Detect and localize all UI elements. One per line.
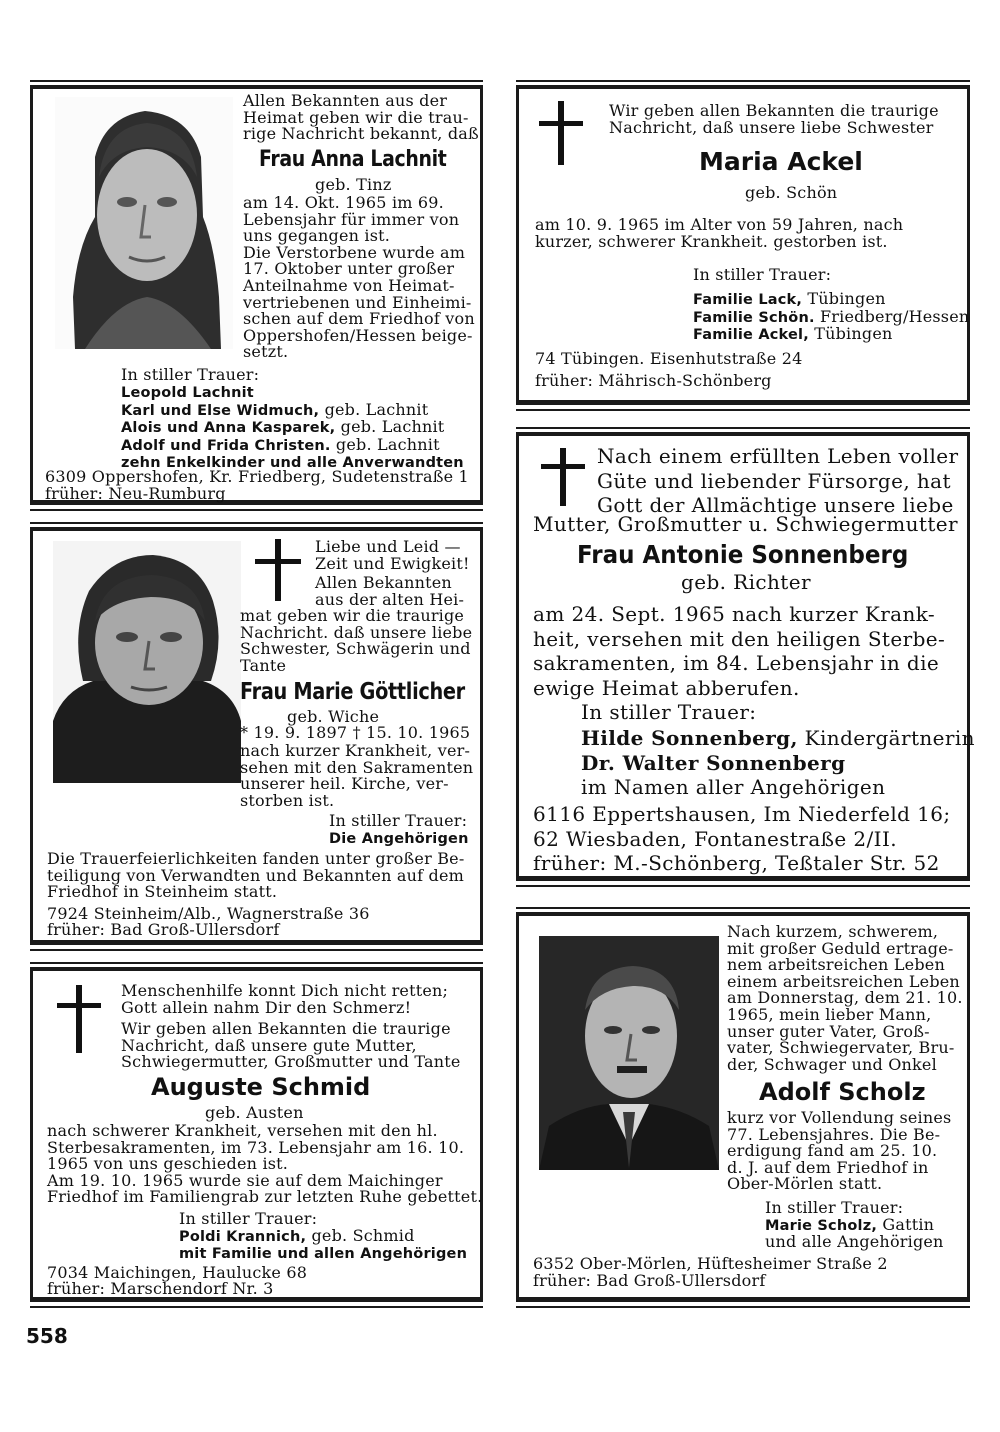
intro-line: Nachricht. daß unsere liebe — [240, 622, 473, 642]
maiden-name: geb. Richter — [681, 570, 811, 594]
intro-line: mit großer Geduld ertrage- — [727, 938, 954, 958]
mourning-label: In stiller Trauer: — [329, 811, 468, 830]
body-line: nach kurzer Krankheit, ver- — [240, 741, 471, 760]
mourner-note: Friedberg/Hessen — [820, 306, 970, 326]
deceased-name: Adolf Scholz — [759, 1078, 926, 1106]
mourning-label: In stiller Trauer: — [693, 265, 832, 284]
body-line: kurzer, schwerer Krankheit. gestorben ist. — [535, 231, 888, 251]
verse-line: Liebe und Leid — — [315, 537, 461, 556]
mourner-name: Die Angehörigen — [329, 831, 469, 847]
intro-line: Schwiegermutter, Großmutter und Tante — [121, 1052, 461, 1072]
portrait-photo-scholz — [539, 936, 719, 1170]
intro-line: am Donnerstag, dem 21. 10. — [727, 988, 963, 1008]
mourner-name: Poldi Krannich, — [179, 1229, 307, 1245]
address: 6309 Oppershofen, Kr. Friedberg, Sudetenstraße 1 — [45, 467, 469, 486]
deceased-name: Frau Antonie Sonnenberg — [577, 540, 909, 569]
deceased-name: Frau Anna Lachnit — [259, 147, 447, 172]
maiden-name: geb. Tinz — [315, 175, 392, 194]
former-address: früher: M.-Schönberg, Teßtaler Str. 52 — [533, 851, 940, 875]
funeral-line: teiligung von Verwandten und Bekannten auf dem — [47, 865, 464, 885]
mourner-note: geb. Schmid — [311, 1226, 415, 1245]
intro-line: Nach einem erfüllten Leben voller — [597, 444, 959, 468]
mourner-name: Familie Lack, — [693, 292, 803, 308]
maiden-name: geb. Austen — [205, 1103, 304, 1122]
body-line: schen auf dem Friedhof von — [243, 309, 475, 329]
former-address: früher: Mährisch-Schönberg — [535, 371, 772, 390]
mourning-label: In stiller Trauer: — [179, 1209, 318, 1228]
intro-line: der, Schwager und Onkel — [727, 1054, 937, 1074]
body-line: Ober-Mörlen statt. — [727, 1174, 883, 1194]
intro-line: rige Nachricht bekannt, daß — [243, 124, 479, 144]
mourner-name: Karl und Else Widmuch, — [121, 402, 320, 419]
body-line: Sterbesakramenten, im 73. Lebensjahr am 16. 10. — [47, 1137, 465, 1157]
former-address: früher: Neu-Rumburg — [45, 484, 226, 503]
mourning-label: In stiller Trauer: — [765, 1198, 904, 1217]
intro-line: aus der alten Hei- — [315, 589, 465, 609]
mourner-name: zehn Enkelkinder und alle Anverwandten — [121, 455, 464, 472]
body-line: heit, versehen mit den heiligen Sterbe- — [533, 626, 946, 651]
address: 6116 Eppertshausen, Im Niederfeld 16; — [533, 802, 951, 826]
mourning-label: In stiller Trauer: — [581, 700, 757, 724]
intro-line: Nach kurzem, schwerem, — [727, 922, 939, 941]
intro-line: Heimat geben wir die trau- — [243, 107, 469, 127]
body-line: Friedhof im Familiengrab zur letzten Ruhe gebettet. — [47, 1187, 483, 1207]
body-line: unserer heil. Kirche, ver- — [240, 774, 449, 794]
mourner-name: Familie Ackel, — [693, 327, 809, 344]
mourner-name: Adolf und Frida Christen. — [121, 437, 331, 454]
notice-lachnit — [30, 85, 483, 505]
body-line: uns gegangen ist. — [243, 226, 391, 246]
intro-line: Gott der Allmächtige unsere liebe — [597, 493, 954, 517]
body-line: 1965 von uns geschieden ist. — [47, 1154, 289, 1174]
mourner-note: Tübingen — [814, 324, 893, 344]
life-dates: * 19. 9. 1897 † 15. 10. 1965 — [240, 723, 471, 742]
mourner-note: Tübingen — [807, 289, 886, 308]
address: 62 Wiesbaden, Fontanestraße 2/II. — [533, 826, 898, 851]
cross-icon — [541, 448, 585, 506]
notice-schmid — [30, 967, 483, 1302]
intro-line: Wir geben allen Bekannten die traurige — [609, 101, 939, 120]
funeral-line: Die Trauerfeierlichkeiten fanden unter großer Be- — [47, 849, 465, 868]
mourner-note: geb. Lachnit — [340, 417, 445, 437]
intro-line: Schwester, Schwägerin und — [240, 639, 471, 659]
mourner-name: mit Familie und allen Angehörigen — [179, 1246, 468, 1262]
address: 74 Tübingen. Eisenhutstraße 24 — [535, 349, 803, 368]
intro-line: vater, Schwiegervater, Bru- — [727, 1038, 955, 1058]
deceased-name: Maria Ackel — [699, 147, 863, 176]
mourner-note: geb. Lachnit — [324, 399, 429, 419]
former-address: früher: Bad Groß-Ullersdorf — [47, 920, 280, 939]
mourner-note: geb. Lachnit — [335, 434, 440, 454]
body-line: am 10. 9. 1965 im Alter von 59 Jahren, nach — [535, 215, 904, 234]
body-line: Oppershofen/Hessen beige- — [243, 325, 473, 345]
mourner-name: Leopold Lachnit — [121, 385, 254, 401]
mourner-name: Familie Schön. — [693, 309, 815, 326]
address: 6352 Ober-Mörlen, Hüftesheimer Straße 2 — [533, 1254, 888, 1273]
notice-ackel — [516, 85, 970, 405]
address: 7924 Steinheim/Alb., Wagnerstraße 36 — [47, 904, 370, 923]
body-line: Am 19. 10. 1965 wurde sie auf dem Maichinger — [47, 1170, 443, 1190]
notice-sonnenberg — [516, 432, 975, 881]
mourner-line: und alle Angehörigen — [765, 1232, 944, 1251]
body-line: 17. Oktober unter großer — [243, 259, 455, 279]
mourner-note: Gattin — [882, 1215, 935, 1234]
funeral-line: Friedhof in Steinheim statt. — [47, 882, 278, 902]
body-line: ewige Heimat abberufen. — [533, 675, 800, 700]
intro-line: 1965, mein lieber Mann, — [727, 1004, 932, 1024]
body-line: sehen mit den Sakramenten — [240, 757, 474, 777]
body-line: kurz vor Vollendung seines — [727, 1108, 952, 1127]
verse-line: Gott allein nahm Dir den Schmerz! — [121, 997, 412, 1017]
body-line: Die Verstorbene wurde am — [243, 242, 466, 262]
intro-line: mat geben wir die traurige — [240, 606, 465, 625]
deceased-name: Auguste Schmid — [151, 1073, 371, 1101]
cross-icon — [255, 539, 301, 601]
intro-line: unser guter Vater, Groß- — [727, 1021, 930, 1041]
body-line: Lebensjahr für immer von — [243, 209, 460, 229]
body-line: sakramenten, im 84. Lebensjahr in die — [533, 651, 940, 675]
body-line: d. J. auf dem Friedhof in — [727, 1157, 929, 1177]
verse-line: Menschenhilfe konnt Dich nicht retten; — [121, 981, 449, 1000]
verse-line: Zeit und Ewigkeit! — [315, 553, 470, 573]
body-line: am 24. Sept. 1965 nach kurzer Krank- — [533, 602, 936, 626]
intro-line: Allen Bekannten — [315, 573, 452, 592]
notice-goettlicher — [30, 527, 483, 945]
cross-icon — [539, 101, 583, 165]
mourning-label: In stiller Trauer: — [121, 365, 260, 384]
intro-line: Tante — [240, 655, 287, 675]
cross-icon — [57, 985, 101, 1053]
body-line: Anteilnahme von Heimat- — [243, 275, 455, 295]
mourner-note: Kindergärtnerin — [804, 726, 975, 750]
mourner-name: Dr. Walter Sonnenberg — [581, 750, 846, 775]
intro-line: Allen Bekannten aus der — [243, 91, 448, 110]
mourner-name: Hilde Sonnenberg, — [581, 726, 798, 750]
portrait-photo-lachnit — [55, 97, 233, 349]
mourner-name: Marie Scholz, — [765, 1218, 878, 1234]
body-line: vertriebenen und Einheimi- — [243, 292, 472, 312]
intro-line: Nachricht, daß unsere gute Mutter, — [121, 1035, 417, 1055]
body-line: 77. Lebensjahres. Die Be- — [727, 1124, 941, 1144]
body-line: am 14. Okt. 1965 im 69. — [243, 193, 444, 212]
intro-line: einem arbeitsreichen Leben — [727, 971, 960, 991]
page-number: 558 — [26, 1324, 68, 1348]
deceased-name: Frau Marie Göttlicher — [240, 679, 465, 705]
intro-line: Mutter, Großmutter u. Schwiegermutter — [533, 512, 959, 536]
body-line: setzt. — [243, 342, 289, 362]
maiden-name: geb. Wiche — [287, 707, 380, 726]
body-line: storben ist. — [240, 790, 335, 810]
address: 7034 Maichingen, Haulucke 68 — [47, 1263, 308, 1282]
notice-scholz — [516, 912, 970, 1302]
intro-line: Güte und liebender Fürsorge, hat — [597, 468, 951, 493]
former-address: früher: Marschendorf Nr. 3 — [47, 1279, 274, 1298]
body-line: nach schwerer Krankheit, versehen mit den hl. — [47, 1121, 438, 1140]
maiden-name: geb. Schön — [745, 183, 838, 202]
portrait-photo-goettlicher — [53, 541, 241, 783]
former-address: früher: Bad Groß-Ullersdorf — [533, 1271, 766, 1290]
mourner-name: Alois und Anna Kasparek, — [121, 420, 336, 437]
intro-line: Nachricht, daß unsere liebe Schwester — [609, 117, 934, 137]
intro-line: Wir geben allen Bekannten die traurige — [121, 1019, 451, 1038]
body-line: erdigung fand am 25. 10. — [727, 1141, 938, 1161]
family-line: im Namen aller Angehörigen — [581, 775, 886, 799]
intro-line: nem arbeitsreichen Leben — [727, 955, 945, 975]
